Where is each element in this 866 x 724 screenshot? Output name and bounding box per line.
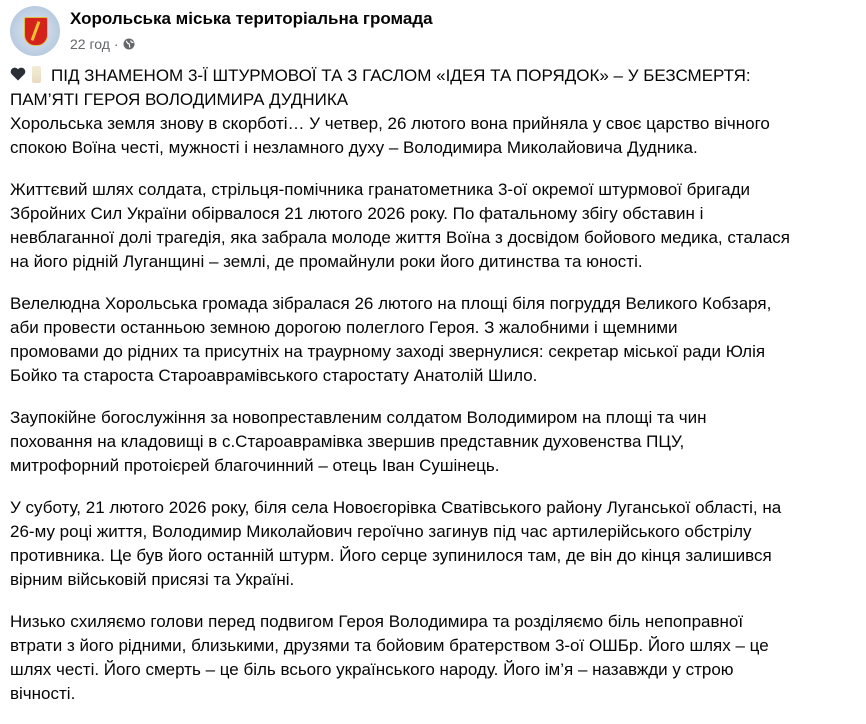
paragraph-line: промовами до рідних та присутніх на траурному заході звернулися: секретар міської ради Юлія: [10, 342, 766, 361]
paragraph-line: аби провести останньою земною дорогою полеглого Героя. З жалобними і щемними: [10, 318, 678, 337]
paragraph-line: Життєвий шлях солдата, стрільця-помічника гранатометника 3-ої окремої штурмової бригади: [10, 180, 751, 199]
post-paragraph: [10, 292, 860, 388]
paragraph-line: на його рідній Луганщині – землі, де промайнули роки його дитинства та юності.: [10, 252, 643, 271]
title-line: ПАМ’ЯТІ ГЕРОЯ ВОЛОДИМИРА ДУДНИКА: [10, 90, 349, 109]
coat-of-arms-icon: [24, 17, 48, 46]
post-paragraph: [10, 112, 860, 160]
post-title: [10, 64, 860, 112]
candle-icon: [32, 66, 41, 83]
paragraph-line: спокою Воїна честі, мужності і незламного духу – Володимира Миколайовича Дудника.: [10, 138, 698, 157]
paragraph-line: Хорольська земля знову в скорботі… У четвер, 26 лютого вона прийняла у своє царство вічного: [10, 114, 770, 133]
post-timestamp[interactable]: 22 год: [70, 36, 110, 52]
paragraph-line: втрати з його рідними, близькими, друзями та бойовим братерством 3-ої ОШБр. Його шлях – це: [10, 636, 769, 655]
paragraph-line: Низько схиляємо голови перед подвигом Героя Володимира та розділяємо біль непоправної: [10, 612, 744, 631]
paragraph-line: Заупокійне богослужіння за новопреставленим солдатом Володимиром на площі та чин: [10, 408, 707, 427]
paragraph-line: вічності.: [10, 684, 76, 703]
post-paragraph: [10, 610, 860, 706]
paragraph-line: вірним військовій присязі та Україні.: [10, 570, 295, 589]
black-heart-icon: [10, 67, 26, 81]
post-paragraph: [10, 406, 860, 478]
paragraph-line: 26-му році життя, Володимир Миколайович героїчно загинув під час артилерійського обстрілу: [10, 522, 752, 541]
paragraph-line: невблаганної долі трагедія, яка забрала молоде життя Воїна з досвідом бойового медика, сталася: [10, 228, 791, 247]
paragraph-line: Бойко та староста Староаврамівського старостату Анатолій Шило.: [10, 366, 538, 385]
paragraph-line: поховання на кладовищі в с.Староаврамівка звершив представник духовенства ПЦУ,: [10, 432, 685, 451]
title-line: ПІД ЗНАМЕНОМ 3-Ї ШТУРМОВОЇ ТА З ГАСЛОМ «ІДЕЯ ТА ПОРЯДОК» – У БЕЗСМЕРТЯ:: [10, 64, 860, 88]
page-avatar[interactable]: [10, 6, 60, 56]
paragraph-line: митрофорний протоієрей благочинний – отець Іван Сушінець.: [10, 456, 500, 475]
post-body: [10, 64, 860, 724]
page-name-link[interactable]: Хорольська міська територіальна громада: [70, 9, 433, 28]
post-paragraph: [10, 178, 860, 274]
paragraph-line: Збройних Сил України обірвалося 21 лютого 2026 року. По фатальному збігу обставин і: [10, 204, 704, 223]
paragraph-line: У суботу, 21 лютого 2026 року, біля села Новоєгорівка Сватівського району Луганської області, на: [10, 498, 782, 517]
globe-icon[interactable]: [123, 38, 135, 50]
paragraph-line: Велелюдна Хорольська громада зібралася 26 лютого на площі біля погруддя Великого Кобзаря,: [10, 294, 772, 313]
paragraph-line: противника. Це був його останній штурм. Його серце зупинилося там, де він до кінця залишився: [10, 546, 772, 565]
post-meta: [70, 36, 135, 52]
paragraph-line: шлях честі. Його смерть – це біль всього українського народу. Його ім’я – назавжди у строю: [10, 660, 734, 679]
meta-separator: ·: [113, 36, 119, 52]
post-paragraph: [10, 496, 860, 592]
